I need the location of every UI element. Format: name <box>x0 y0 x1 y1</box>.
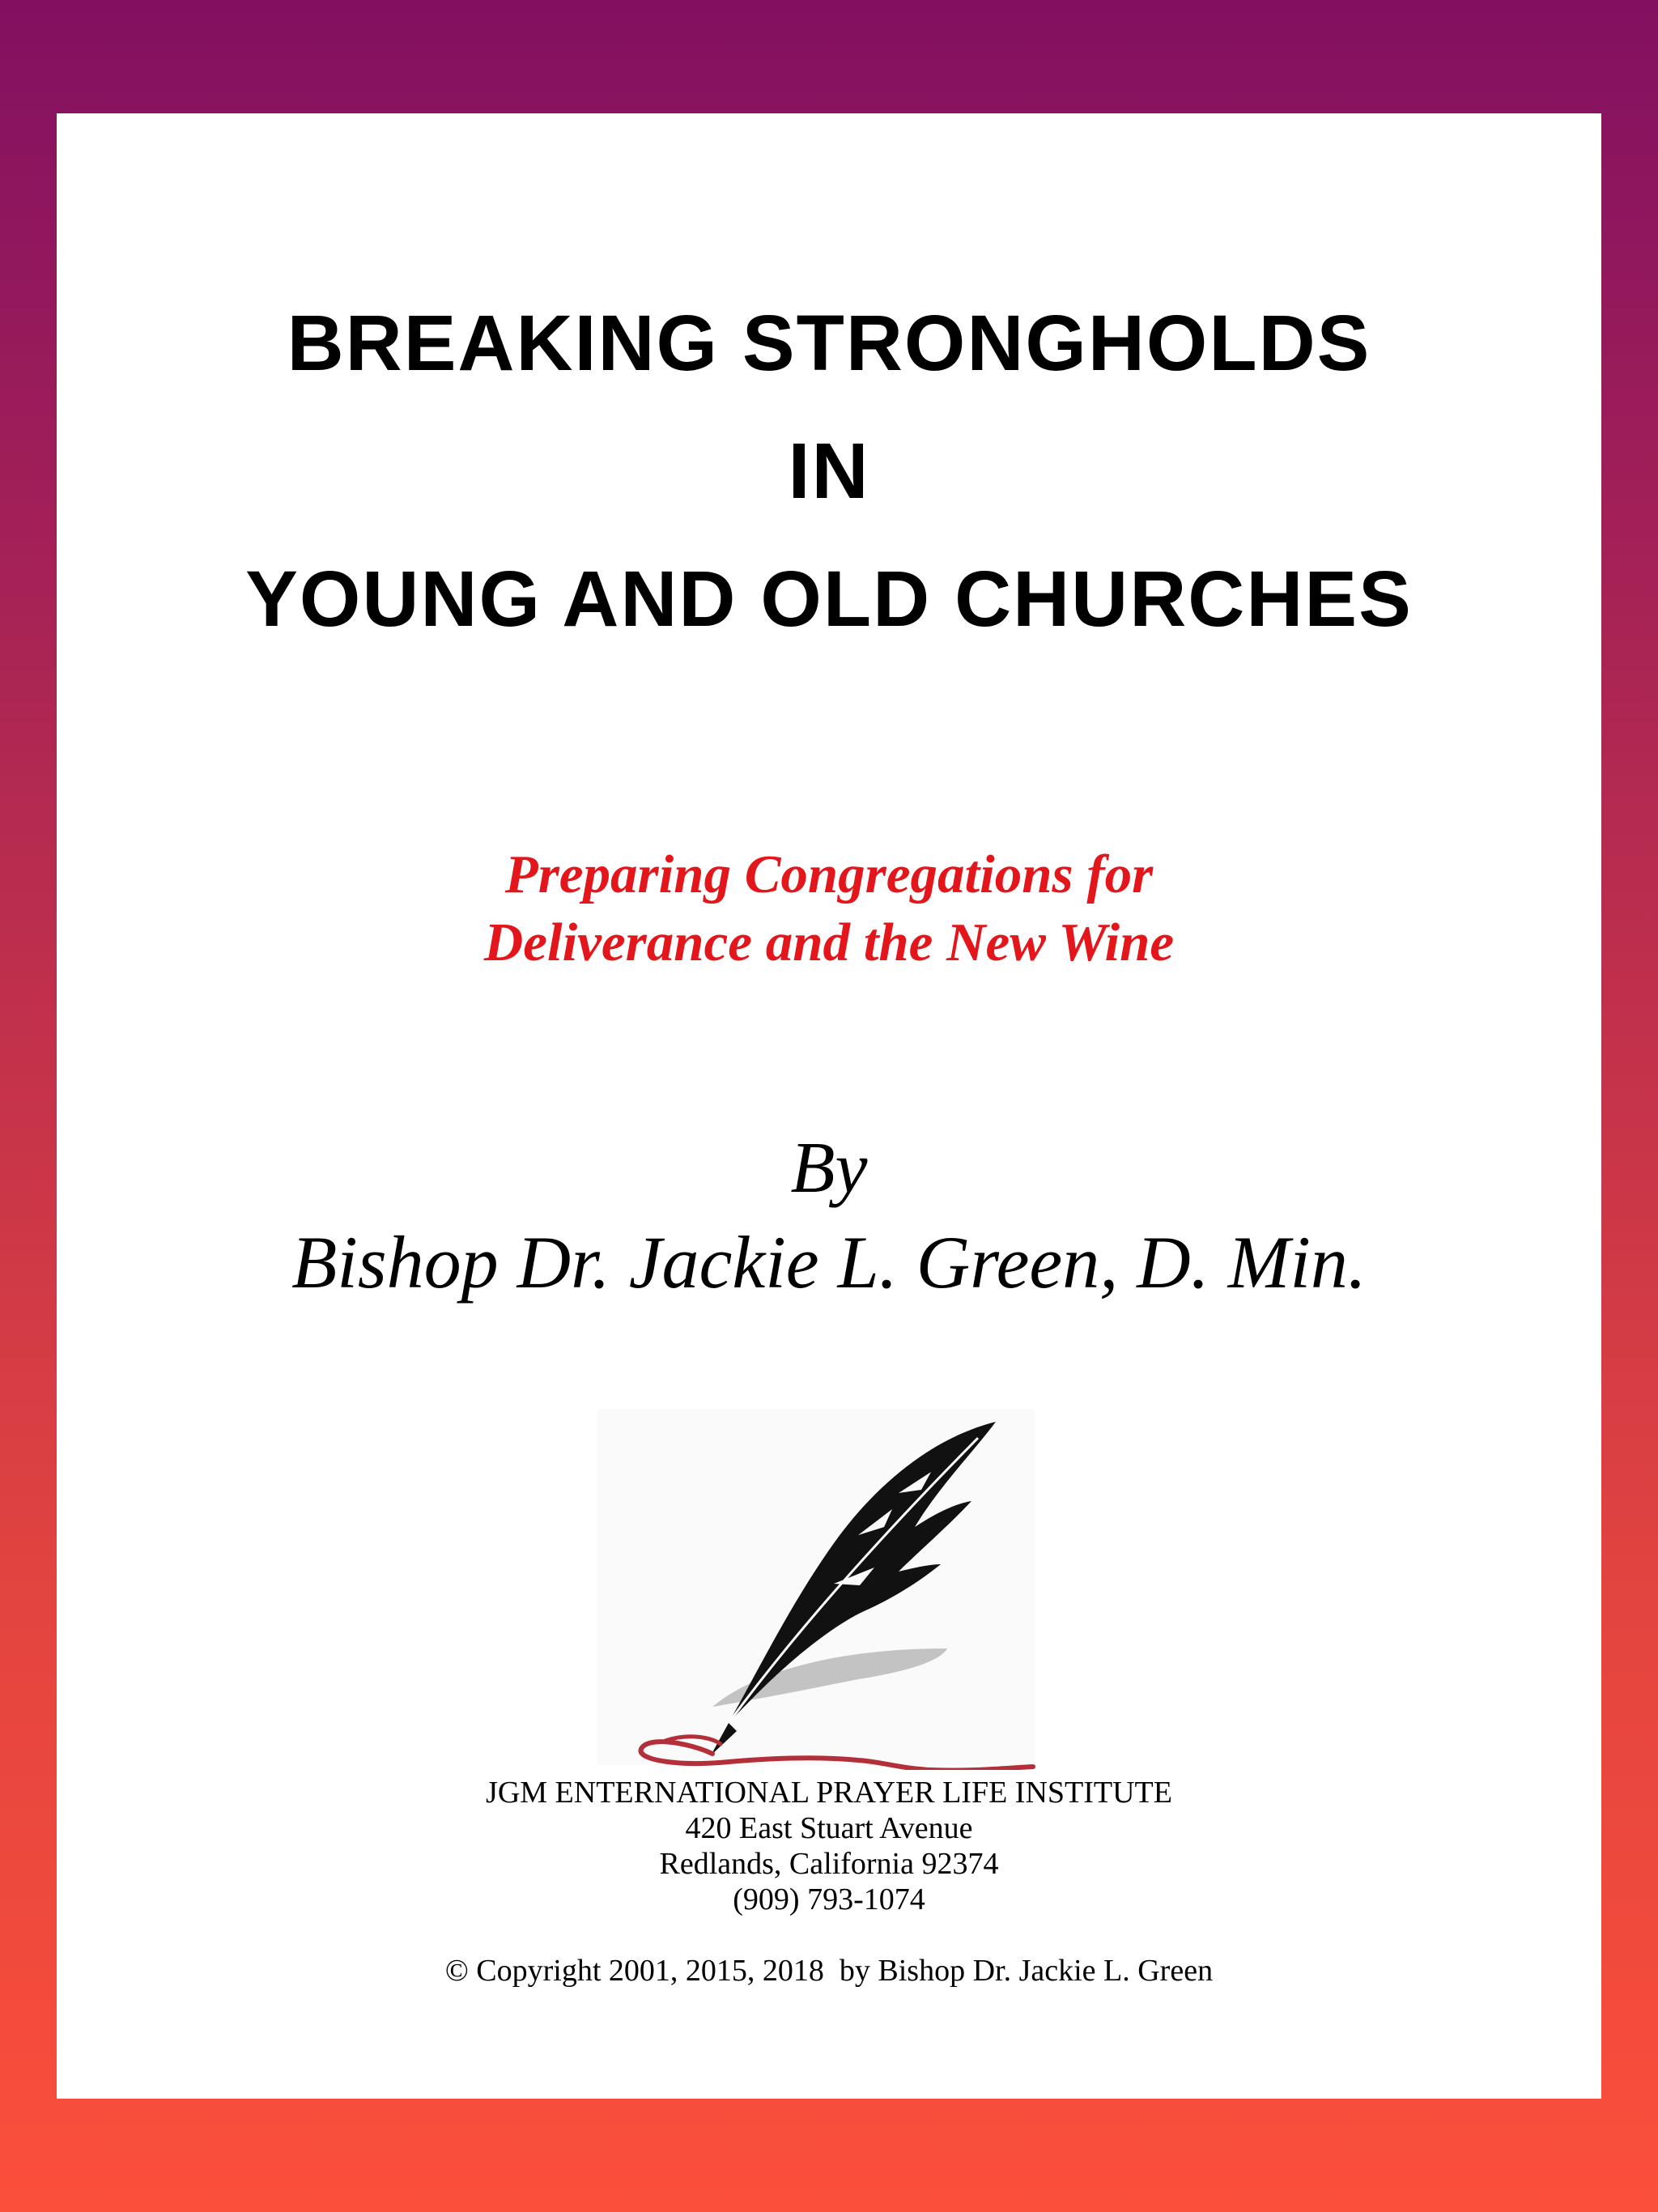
publisher-name: JGM ENTERNATIONAL PRAYER LIFE INSTITUTE <box>486 1776 1172 1810</box>
copyright-notice: © Copyright 2001, 2015, 2018 by Bishop Dr. Jackie L. Green <box>444 1954 1214 1988</box>
title-line-1: BREAKING STRONGHOLDS <box>287 299 1371 387</box>
book-subtitle <box>57 840 1601 976</box>
title-line-3: YOUNG AND OLD CHURCHES <box>245 555 1413 643</box>
subtitle-line-2: Deliverance and the New Wine <box>483 912 1175 972</box>
publisher-city: Redlands, California 92374 <box>659 1847 999 1881</box>
publisher-block <box>57 1775 1601 1917</box>
publisher-street: 420 East Stuart Avenue <box>685 1811 973 1845</box>
publisher-phone: (909) 793-1074 <box>733 1882 925 1916</box>
quill-pen-icon <box>591 1406 1038 1770</box>
title-line-2: IN <box>788 427 870 515</box>
book-cover-page <box>57 113 1601 2099</box>
book-title <box>57 279 1601 663</box>
author-name: Bishop Dr. Jackie L. Green, D. Min. <box>291 1221 1367 1304</box>
subtitle-line-1: Preparing Congregations for <box>504 844 1154 904</box>
by-label: By <box>790 1128 868 1208</box>
